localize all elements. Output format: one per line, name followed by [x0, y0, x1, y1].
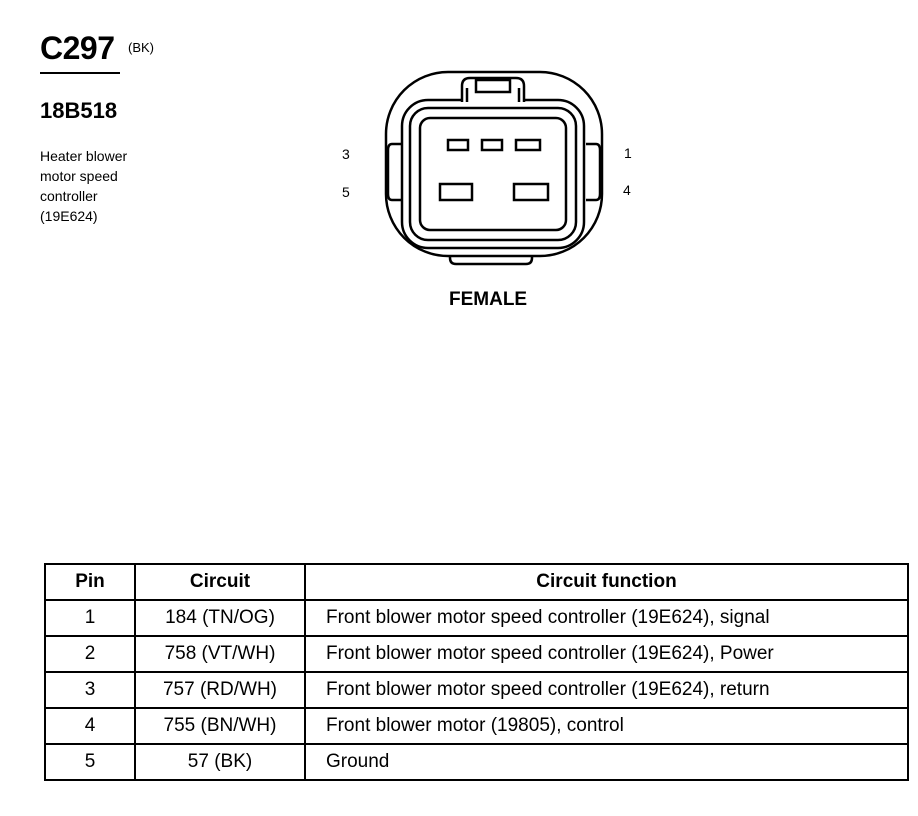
table-row — [45, 636, 908, 672]
table-row — [45, 744, 908, 780]
circuit-cell: 758 (VT/WH) — [135, 636, 305, 672]
pin-cell: 4 — [45, 708, 135, 744]
pin-cell: 1 — [45, 600, 135, 636]
description-line: motor speed — [40, 168, 118, 184]
pin-label-4: 4 — [623, 182, 631, 198]
header-circuit-function: Circuit function — [305, 564, 908, 600]
connector-id: C297 — [40, 30, 115, 66]
pin-label-3: 3 — [342, 146, 350, 162]
pin-cell: 2 — [45, 636, 135, 672]
top-latch — [462, 78, 524, 102]
description-line: (19E624) — [40, 208, 98, 224]
connector-gender-label: FEMALE — [449, 289, 528, 310]
connector-description — [40, 146, 170, 226]
pin-label-1: 1 — [624, 145, 632, 161]
pin-cell: 5 — [45, 744, 135, 780]
description-line: controller — [40, 188, 98, 204]
function-cell: Front blower motor speed controller (19E624), Power — [305, 636, 908, 672]
header-circuit: Circuit — [135, 564, 305, 600]
description-line: Heater blower — [40, 148, 128, 164]
circuit-cell: 184 (TN/OG) — [135, 600, 305, 636]
circuit-cell: 57 (BK) — [135, 744, 305, 780]
table-row — [45, 600, 908, 636]
connector-color-code: (BK) — [128, 40, 154, 55]
function-cell: Front blower motor speed controller (19E624), signal — [305, 600, 908, 636]
table-header-row — [45, 564, 908, 600]
table-row — [45, 672, 908, 708]
pin-cell: 3 — [45, 672, 135, 708]
connector-face-diagram — [380, 64, 610, 274]
function-cell: Ground — [305, 744, 908, 780]
function-cell: Front blower motor speed controller (19E624), return — [305, 672, 908, 708]
circuit-cell: 757 (RD/WH) — [135, 672, 305, 708]
pinout-table — [44, 563, 909, 781]
table-row — [45, 708, 908, 744]
function-cell: Front blower motor (19805), control — [305, 708, 908, 744]
pin-label-5: 5 — [342, 184, 350, 200]
title-underline — [40, 72, 120, 74]
header-pin: Pin — [45, 564, 135, 600]
circuit-cell: 755 (BN/WH) — [135, 708, 305, 744]
part-number: 18B518 — [40, 98, 118, 123]
inner-shell — [402, 100, 584, 248]
